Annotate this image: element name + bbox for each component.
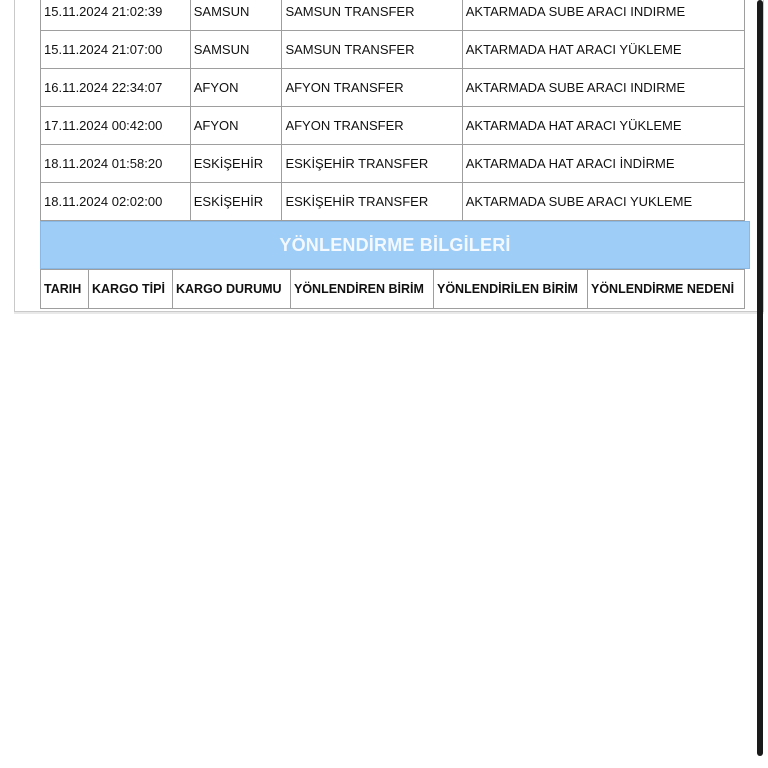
column-header-cargo-status: KARGO DURUMU <box>173 270 291 309</box>
table-row <box>41 183 745 221</box>
movement-action: AKTARMADA SUBE ARACI INDIRME <box>462 0 744 31</box>
movement-date: 18.11.2024 02:02:00 <box>41 183 191 221</box>
movement-city: ESKİŞEHİR <box>190 183 282 221</box>
movement-unit: AFYON TRANSFER <box>282 69 462 107</box>
movement-date: 15.11.2024 21:07:00 <box>41 31 191 69</box>
movement-city: AFYON <box>190 107 282 145</box>
movement-date: 18.11.2024 01:58:20 <box>41 145 191 183</box>
column-header-redirect-reason: YÖNLENDİRME NEDENİ <box>588 270 745 309</box>
movement-date: 16.11.2024 22:34:07 <box>41 69 191 107</box>
movement-city: SAMSUN <box>190 0 282 31</box>
column-header-redirected-unit: YÖNLENDİRİLEN BİRİM <box>434 270 588 309</box>
column-header-date: TARIH <box>41 270 89 309</box>
redirect-header-row <box>41 270 745 309</box>
scrollbar-thumb[interactable] <box>757 0 763 756</box>
table-row <box>41 107 745 145</box>
movement-city: SAMSUN <box>190 31 282 69</box>
movement-unit: ESKİŞEHİR TRANSFER <box>282 183 462 221</box>
movement-action: AKTARMADA SUBE ARACI YUKLEME <box>462 183 744 221</box>
table-row <box>41 69 745 107</box>
movement-unit: SAMSUN TRANSFER <box>282 0 462 31</box>
movement-date: 15.11.2024 21:02:39 <box>41 0 191 31</box>
redirect-section-title: YÖNLENDİRME BİLGİLERİ <box>40 221 750 269</box>
movement-city: ESKİŞEHİR <box>190 145 282 183</box>
movement-unit: AFYON TRANSFER <box>282 107 462 145</box>
movement-action: AKTARMADA HAT ARACI YÜKLEME <box>462 107 744 145</box>
table-row <box>41 31 745 69</box>
movement-city: AFYON <box>190 69 282 107</box>
movement-unit: ESKİŞEHİR TRANSFER <box>282 145 462 183</box>
movement-date: 17.11.2024 00:42:00 <box>41 107 191 145</box>
table-row <box>41 145 745 183</box>
movement-action: AKTARMADA SUBE ARACI INDIRME <box>462 69 744 107</box>
redirect-table <box>40 269 745 309</box>
frame-bottom-edge <box>14 312 764 314</box>
table-row <box>41 0 745 31</box>
movement-action: AKTARMADA HAT ARACI İNDİRME <box>462 145 744 183</box>
movement-table <box>40 0 745 221</box>
column-header-redirecting-unit: YÖNLENDİREN BİRİM <box>291 270 434 309</box>
movement-action: AKTARMADA HAT ARACI YÜKLEME <box>462 31 744 69</box>
movement-unit: SAMSUN TRANSFER <box>282 31 462 69</box>
column-header-cargo-type: KARGO TİPİ <box>89 270 173 309</box>
